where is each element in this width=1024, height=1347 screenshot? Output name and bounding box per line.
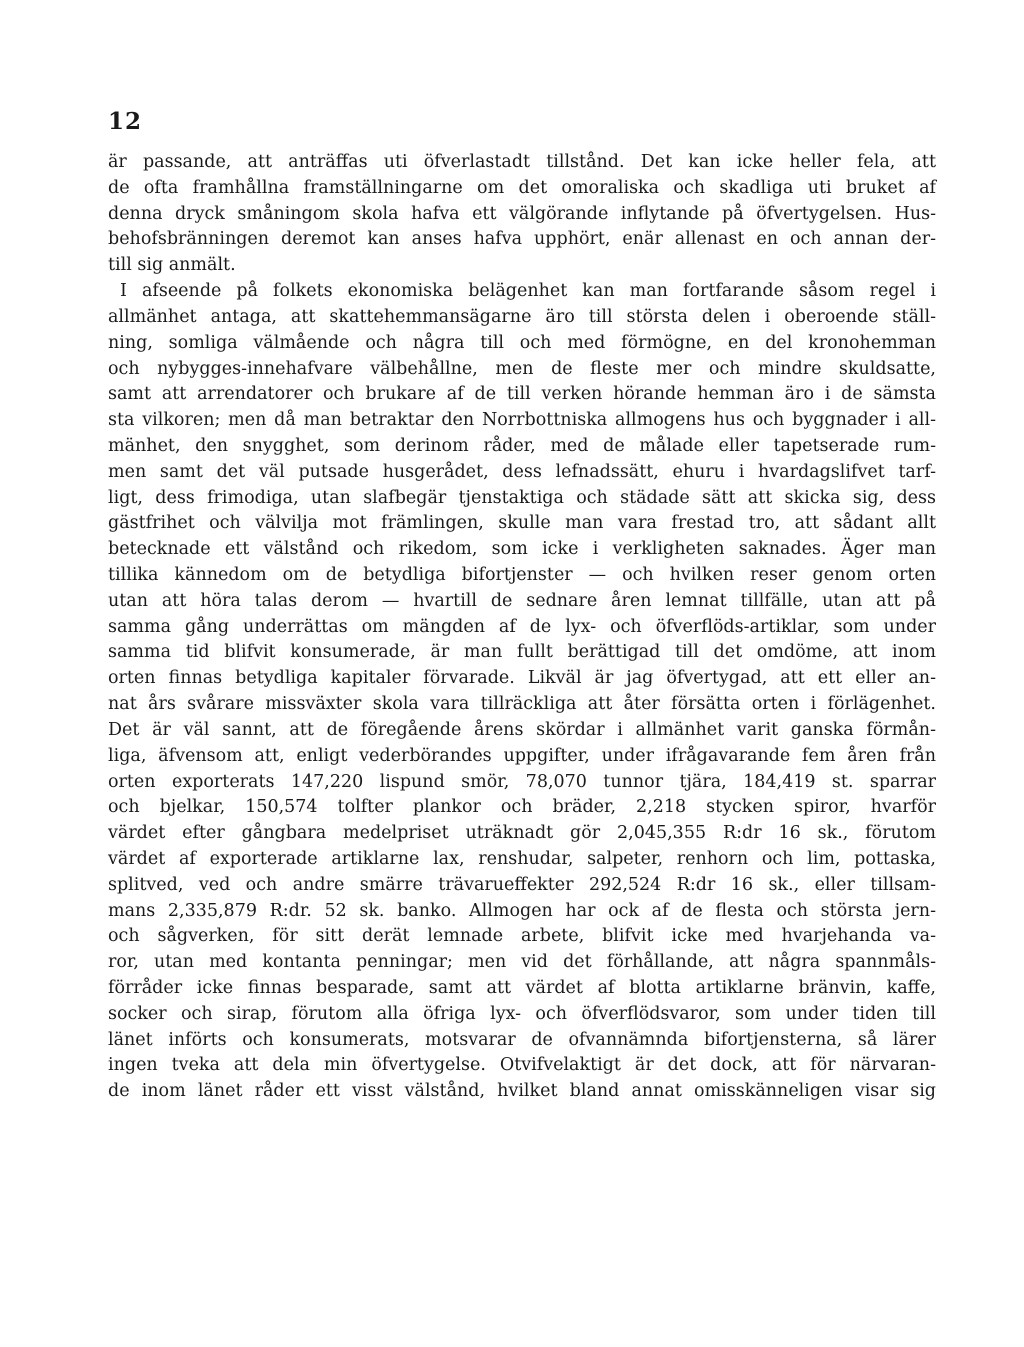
text-line: samma gång underrättas om mängden af de lyx- och öfverflöds-artiklar, som under: [108, 616, 936, 637]
text-line: värdet efter gångbara medelpriset uträknadt gör 2,045,355 R:dr 16 sk., förutom: [108, 823, 936, 844]
text-line: gästfrihet och välvilja mot främlingen, skulle man vara frestad tro, att sådant allt: [108, 513, 936, 534]
text-line: länet införts och konsumerats, motsvarar de ofvannämnda bifortjensterna, så lärer: [108, 1029, 936, 1050]
paragraph-start-line: I afseende på folkets ekonomiska belägenhet kan man fortfarande såsom regel i: [120, 281, 936, 302]
text-line: orten exporterats 147,220 lispund smör, 78,070 tunnor tjära, 184,419 st. sparrar: [108, 771, 936, 792]
text-line: behofsbränningen deremot kan anses hafva upphört, enär allenast en och annan der-: [108, 229, 936, 250]
text-line: och sågverken, för sitt derät lemnade arbete, blifvit icke med hvarjehanda va-: [108, 926, 936, 947]
text-line: är passande, att anträffas uti öfverlastadt tillstånd. Det kan icke heller fela, att: [108, 152, 936, 172]
text-line: utan att höra talas derom — hvartill de sednare åren lemnat tillfälle, utan att på: [108, 590, 936, 611]
text-line: ingen tveka att dela min öfvertygelse. Otvifvelaktigt är det dock, att för närvaran-: [108, 1055, 936, 1076]
text-line: de inom länet råder ett visst välstånd, hvilket bland annat omisskänneligen visar sig: [108, 1081, 936, 1102]
text-line: förråder icke finnas besparade, samt att värdet af blotta artiklarne bränvin, kaffe,: [108, 978, 936, 998]
text-line: men samt det väl putsade husgerådet, dess lefnadssätt, ehuru i hvardagslifvet tarf-: [108, 461, 936, 482]
text-line: splitved, ved och andre smärre trävarueffekter 292,524 R:dr 16 sk., eller tillsam-: [108, 874, 936, 895]
body-text: [108, 150, 936, 1105]
text-line: till sig anmält.: [108, 255, 236, 276]
text-line: orten finnas betydliga kapitaler förvarade. Likväl är jag öfvertygad, att ett eller an-: [108, 668, 936, 689]
text-line: nat års svårare missväxter skola vara tillräckliga att åter försätta orten i förlägenhet.: [108, 694, 936, 715]
text-line: mänhet, den snygghet, som derinom råder, med de målade eller tapetserade rum-: [108, 435, 936, 456]
text-line: och bjelkar, 150,574 tolfter plankor och bräder, 2,218 stycken spiror, hvarför: [108, 797, 936, 818]
text-line: ligt, dess frimodiga, utan slafbegär tjenstaktiga och städade sätt att skicka sig, dess: [108, 487, 936, 508]
text-line: och nybygges-innehafvare välbehållne, men de fleste mer och mindre skuldsatte,: [108, 358, 936, 379]
text-line: de ofta framhållna framställningarne om det omoraliska och skadliga uti bruket af: [108, 177, 936, 198]
text-line: socker och sirap, förutom alla öfriga lyx- och öfverflödsvaror, som under tiden till: [108, 1003, 936, 1024]
text-line: liga, äfvensom att, enligt vederbörandes uppgifter, under ifrågavarande fem åren från: [108, 745, 936, 766]
text-line: sta vilkoren; men då man betraktar den Norrbottniska allmogens hus och byggnader i all-: [108, 410, 936, 431]
text-line: ning, somliga välmående och några till och med förmögne, en del kronohemman: [108, 332, 936, 353]
text-line: Det är väl sannt, att de föregående årens skördar i allmänhet varit ganska förmån-: [108, 719, 936, 740]
text-line: samma tid blifvit konsumerade, är man fullt berättigad till det omdöme, att inom: [108, 642, 936, 663]
text-line: betecknade ett välstånd och rikedom, som icke i verkligheten saknades. Äger man: [108, 539, 936, 560]
text-line: värdet af exporterade artiklarne lax, renshudar, salpeter, renhorn och lim, pottaska,: [108, 848, 936, 869]
text-line: ror, utan med kontanta penningar; men vid det förhållande, att några spannmåls-: [108, 952, 936, 973]
page-number: 12: [108, 108, 143, 135]
text-line: allmänhet antaga, att skattehemmansägarne äro till största delen i oberoende ställ-: [108, 306, 936, 327]
text-line: denna dryck småningom skola hafva ett välgörande inflytande på öfvertygelsen. Hus-: [108, 203, 936, 224]
text-line: tillika kännedom om de betydliga bifortjenster — och hvilken reser genom orten: [108, 565, 936, 585]
text-line: mans 2,335,879 R:dr. 52 sk. banko. Allmogen har ock af de flesta och största jern-: [108, 900, 936, 921]
text-line: samt att arrendatorer och brukare af de till verken hörande hemman äro i de sämsta: [108, 384, 936, 405]
